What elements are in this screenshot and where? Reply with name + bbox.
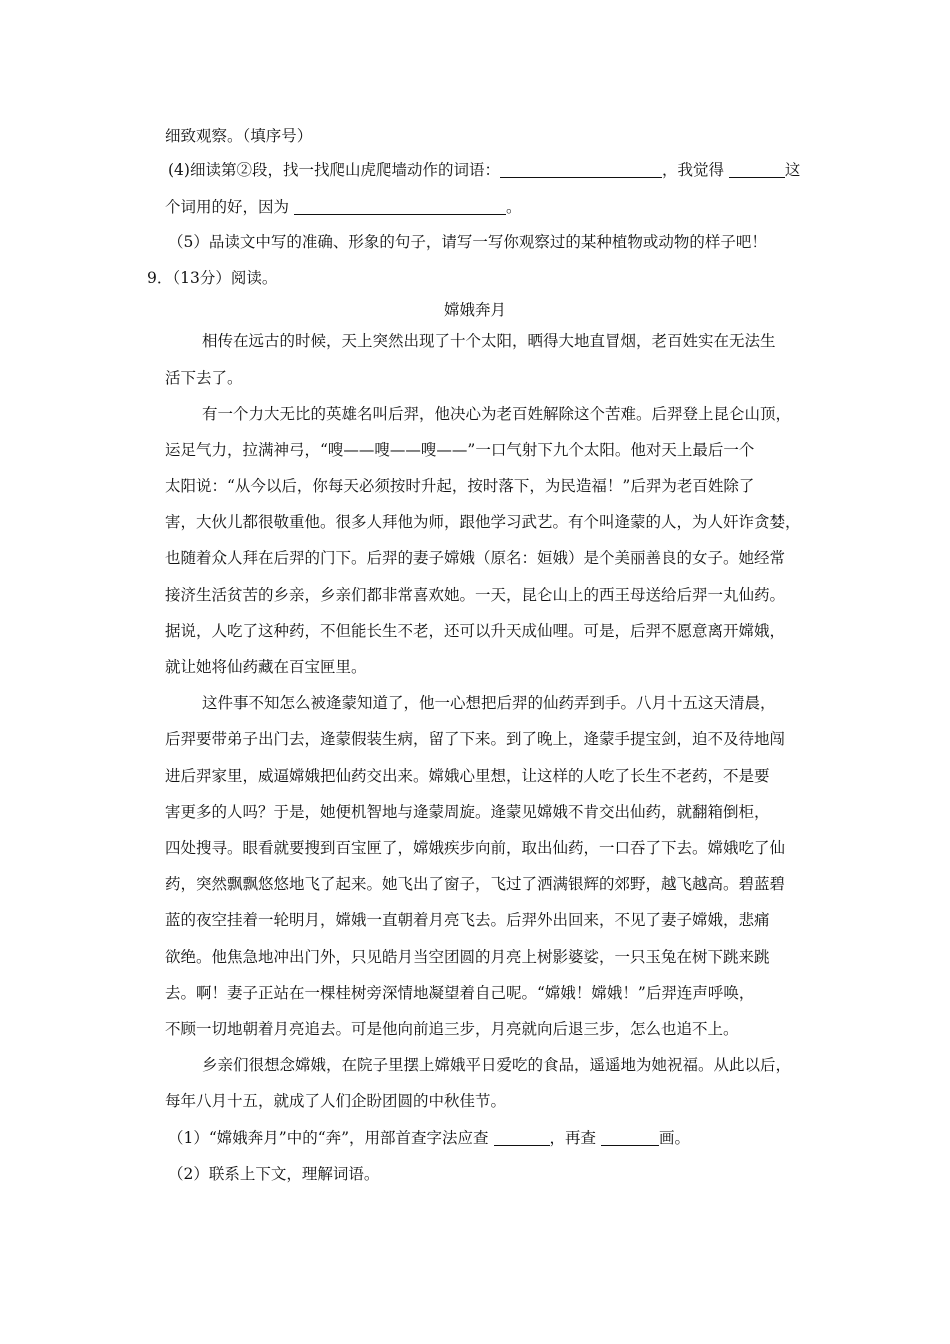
passage-line: 去。啊！妻子正站在一棵桂树旁深情地凝望着自己呢。“嫦娥！嫦娥！”后羿连声呼唤， [165, 984, 755, 1002]
passage-line: 就让她将仙药藏在百宝匣里。 [165, 658, 367, 676]
q9-header: 9．（13分）阅读。 [147, 269, 278, 287]
q8-4-line1 [168, 159, 800, 181]
q8-4-text-e: 。 [505, 198, 522, 216]
q8-5: （5）品读文中写的准确、形象的句子，请写一写你观察过的某种植物或动物的样子吧！ [168, 233, 767, 251]
q8-4-line2 [165, 196, 521, 218]
passage-line: 欲绝。他焦急地冲出门外，只见皓月当空团圆的月亮上树影婆娑，一只玉兔在树下跳来跳 [165, 948, 770, 966]
passage-line: 据说，人吃了这种药，不但能长生不老，还可以升天成仙哩。可是，后羿不愿意离开嫦娥， [165, 622, 786, 640]
passage-line: 四处搜寻。眼看就要搜到百宝匣了，嫦娥疾步向前，取出仙药，一口吞了下去。嫦娥吃了仙 [165, 839, 786, 857]
q9-1-text-a: （1）“嫦娥奔月”中的“奔”，用部首查字法应查 [168, 1129, 494, 1147]
passage-line: 这件事不知怎么被逄蒙知道了，他一心想把后羿的仙药弄到手。八月十五这天清晨， [202, 694, 776, 712]
passage-line: 运足气力，拉满神弓，“嗖——嗖——嗖——”一口气射下九个太阳。他对天上最后一个 [165, 441, 755, 459]
answer-blank-2[interactable] [729, 161, 785, 178]
passage-line: 害，大伙儿都很敬重他。很多人拜他为师，跟他学习武艺。有个叫逄蒙的人，为人奸诈贪婪， [165, 513, 801, 531]
passage-line: 进后羿家里，威逼嫦娥把仙药交出来。嫦娥心里想，让这样的人吃了长生不老药，不是要 [165, 767, 770, 785]
q8-tail: 细致观察。（填序号） [165, 127, 313, 145]
passage-line: 害更多的人吗？于是，她便机智地与逄蒙周旋。逄蒙见嫦娥不肯交出仙药，就翻箱倒柜， [165, 803, 770, 821]
passage-line: 相传在远古的时候，天上突然出现了十个太阳，晒得大地直冒烟，老百姓实在无法生 [202, 332, 776, 350]
passage-line: 蓝的夜空挂着一轮明月，嫦娥一直朝着月亮飞去。后羿外出回来，不见了妻子嫦娥，悲痛 [165, 911, 770, 929]
passage-line: 不顾一切地朝着月亮追去。可是他向前追三步，月亮就向后退三步，怎么也追不上。 [165, 1020, 739, 1038]
passage-line: 接济生活贫苦的乡亲，乡亲们都非常喜欢她。一天，昆仑山上的西王母送给后羿一丸仙药。 [165, 586, 786, 604]
q8-4-text-b: ，我觉得 [661, 161, 729, 179]
q8-4-text-d: 个词用的好，因为 [165, 198, 294, 216]
passage-line: 也随着众人拜在后羿的门下。后羿的妻子嫦娥（原名：姮娥）是个美丽善良的女子。她经常 [165, 549, 786, 567]
answer-blank-3[interactable] [294, 198, 506, 215]
passage-line: 乡亲们很想念嫦娥，在院子里摆上嫦娥平日爱吃的食品，遥遥地为她祝福。从此以后， [202, 1056, 792, 1074]
q9-1 [168, 1127, 690, 1149]
q9-2: （2）联系上下文，理解词语。 [168, 1165, 380, 1183]
answer-blank-1[interactable] [500, 161, 662, 178]
answer-blank-4[interactable] [494, 1129, 550, 1146]
q9-1-text-b: ，再查 [549, 1129, 601, 1147]
passage-title: 嫦娥奔月 [443, 301, 506, 319]
q9-1-text-c: 画。 [658, 1129, 690, 1147]
q8-4-text-a: (4)细读第②段，找一找爬山虎爬墙动作的词语： [168, 161, 500, 179]
passage-line: 活下去了。 [165, 369, 243, 387]
passage-line: 每年八月十五，就成了人们企盼团圆的中秋佳节。 [165, 1092, 507, 1110]
passage-line: 太阳说：“从今以后，你每天必须按时升起，按时落下，为民造福！”后羿为老百姓除了 [165, 477, 755, 495]
passage-line: 后羿要带弟子出门去，逄蒙假装生病，留了下来。到了晚上，逄蒙手提宝剑，迫不及待地闯 [165, 730, 786, 748]
passage-line: 有一个力大无比的英雄名叫后羿，他决心为老百姓解除这个苦难。后羿登上昆仑山顶， [202, 405, 792, 423]
passage-line: 药，突然飘飘悠悠地飞了起来。她飞出了窗子，飞过了洒满银辉的郊野，越飞越高。碧蓝碧 [165, 875, 786, 893]
q8-4-text-c: 这 [784, 161, 801, 179]
answer-blank-5[interactable] [601, 1129, 659, 1146]
